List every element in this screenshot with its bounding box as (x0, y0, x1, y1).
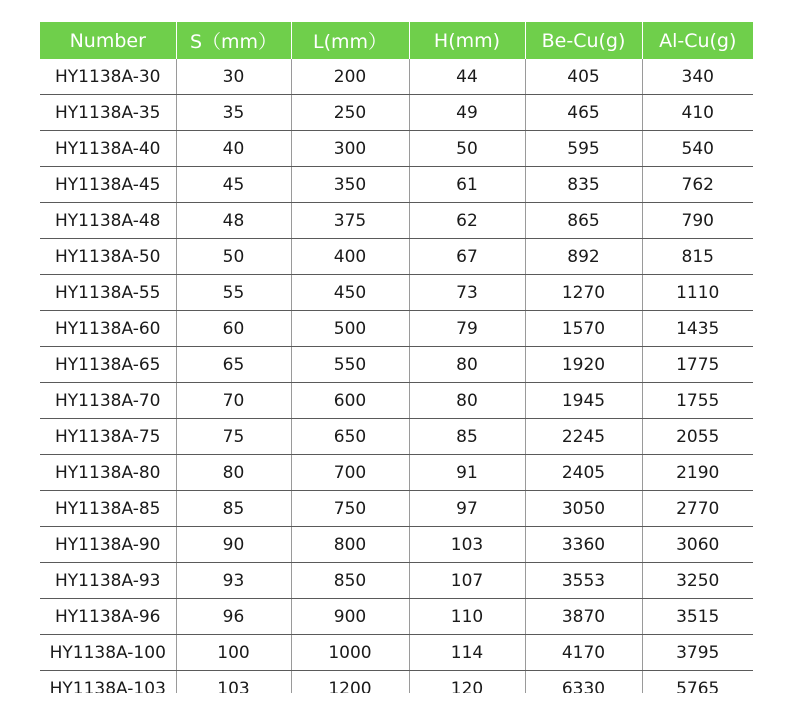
table-row (40, 275, 753, 311)
cell-h: 80 (409, 383, 525, 419)
cell-number: HY1138A-96 (40, 599, 176, 635)
header-row (40, 22, 753, 59)
cell-al-cu: 5765 (642, 671, 753, 694)
cell-number: HY1138A-75 (40, 419, 176, 455)
table-row (40, 167, 753, 203)
table-row (40, 419, 753, 455)
cell-al-cu: 2770 (642, 491, 753, 527)
cell-al-cu: 340 (642, 59, 753, 95)
cell-s: 96 (176, 599, 291, 635)
cell-s: 48 (176, 203, 291, 239)
cell-be-cu: 4170 (525, 635, 642, 671)
cell-number: HY1138A-50 (40, 239, 176, 275)
cell-number: HY1138A-55 (40, 275, 176, 311)
cell-l: 400 (291, 239, 409, 275)
table-row (40, 563, 753, 599)
cell-number: HY1138A-40 (40, 131, 176, 167)
cell-s: 45 (176, 167, 291, 203)
header-be-cu: Be-Cu(g) (525, 22, 642, 59)
cell-number: HY1138A-80 (40, 455, 176, 491)
cell-number: HY1138A-85 (40, 491, 176, 527)
cell-s: 65 (176, 347, 291, 383)
cell-h: 62 (409, 203, 525, 239)
table-row (40, 383, 753, 419)
cell-s: 93 (176, 563, 291, 599)
cell-l: 200 (291, 59, 409, 95)
cell-al-cu: 3250 (642, 563, 753, 599)
cell-s: 103 (176, 671, 291, 694)
cell-h: 103 (409, 527, 525, 563)
cell-h: 91 (409, 455, 525, 491)
table-header (40, 22, 753, 59)
cell-number: HY1138A-48 (40, 203, 176, 239)
cell-al-cu: 3795 (642, 635, 753, 671)
cell-al-cu: 790 (642, 203, 753, 239)
cell-h: 44 (409, 59, 525, 95)
cell-h: 85 (409, 419, 525, 455)
table-row (40, 347, 753, 383)
cell-al-cu: 1435 (642, 311, 753, 347)
cell-s: 35 (176, 95, 291, 131)
header-h-mm: H(mm) (409, 22, 525, 59)
cell-l: 850 (291, 563, 409, 599)
cell-al-cu: 540 (642, 131, 753, 167)
table-row (40, 95, 753, 131)
table-row (40, 671, 753, 694)
cell-l: 750 (291, 491, 409, 527)
table-row (40, 59, 753, 95)
cell-be-cu: 6330 (525, 671, 642, 694)
table-row (40, 239, 753, 275)
cell-number: HY1138A-60 (40, 311, 176, 347)
cell-al-cu: 1775 (642, 347, 753, 383)
cell-be-cu: 865 (525, 203, 642, 239)
cell-al-cu: 3515 (642, 599, 753, 635)
cell-l: 250 (291, 95, 409, 131)
cell-s: 100 (176, 635, 291, 671)
header-s-mm: S（mm） (176, 22, 291, 59)
cell-h: 97 (409, 491, 525, 527)
cell-s: 55 (176, 275, 291, 311)
cell-l: 350 (291, 167, 409, 203)
cell-h: 110 (409, 599, 525, 635)
cell-number: HY1138A-70 (40, 383, 176, 419)
cell-be-cu: 3050 (525, 491, 642, 527)
cell-h: 49 (409, 95, 525, 131)
cell-number: HY1138A-45 (40, 167, 176, 203)
cell-l: 500 (291, 311, 409, 347)
header-l-mm: L(mm） (291, 22, 409, 59)
table-row (40, 455, 753, 491)
spec-table (40, 22, 753, 693)
cell-be-cu: 2405 (525, 455, 642, 491)
cell-s: 70 (176, 383, 291, 419)
cell-be-cu: 3870 (525, 599, 642, 635)
cell-s: 30 (176, 59, 291, 95)
cell-number: HY1138A-93 (40, 563, 176, 599)
cell-h: 79 (409, 311, 525, 347)
cell-l: 450 (291, 275, 409, 311)
cell-l: 900 (291, 599, 409, 635)
cell-h: 73 (409, 275, 525, 311)
cell-number: HY1138A-35 (40, 95, 176, 131)
cell-al-cu: 410 (642, 95, 753, 131)
cell-be-cu: 2245 (525, 419, 642, 455)
table-row (40, 527, 753, 563)
cell-al-cu: 2055 (642, 419, 753, 455)
cell-be-cu: 595 (525, 131, 642, 167)
cell-be-cu: 1270 (525, 275, 642, 311)
cell-l: 550 (291, 347, 409, 383)
cell-be-cu: 1570 (525, 311, 642, 347)
cell-be-cu: 465 (525, 95, 642, 131)
header-al-cu: Al-Cu(g) (642, 22, 753, 59)
table-row (40, 491, 753, 527)
cell-s: 40 (176, 131, 291, 167)
cell-al-cu: 815 (642, 239, 753, 275)
cell-s: 50 (176, 239, 291, 275)
cell-s: 75 (176, 419, 291, 455)
cell-h: 114 (409, 635, 525, 671)
cell-h: 120 (409, 671, 525, 694)
header-number: Number (40, 22, 176, 59)
cell-be-cu: 3360 (525, 527, 642, 563)
cell-h: 50 (409, 131, 525, 167)
cell-be-cu: 835 (525, 167, 642, 203)
cell-al-cu: 2190 (642, 455, 753, 491)
cell-number: HY1138A-65 (40, 347, 176, 383)
cell-h: 107 (409, 563, 525, 599)
cell-l: 375 (291, 203, 409, 239)
spec-table-container (40, 22, 753, 693)
cell-l: 700 (291, 455, 409, 491)
cell-l: 300 (291, 131, 409, 167)
cell-h: 61 (409, 167, 525, 203)
cell-l: 650 (291, 419, 409, 455)
cell-h: 67 (409, 239, 525, 275)
cell-al-cu: 762 (642, 167, 753, 203)
cell-number: HY1138A-103 (40, 671, 176, 694)
cell-be-cu: 892 (525, 239, 642, 275)
cell-be-cu: 405 (525, 59, 642, 95)
cell-number: HY1138A-100 (40, 635, 176, 671)
cell-number: HY1138A-90 (40, 527, 176, 563)
cell-al-cu: 1110 (642, 275, 753, 311)
table-body (40, 59, 753, 693)
table-row (40, 311, 753, 347)
cell-s: 90 (176, 527, 291, 563)
cell-s: 60 (176, 311, 291, 347)
table-row (40, 203, 753, 239)
cell-l: 800 (291, 527, 409, 563)
cell-l: 1000 (291, 635, 409, 671)
cell-h: 80 (409, 347, 525, 383)
cell-al-cu: 3060 (642, 527, 753, 563)
cell-al-cu: 1755 (642, 383, 753, 419)
table-row (40, 599, 753, 635)
cell-l: 600 (291, 383, 409, 419)
cell-be-cu: 1920 (525, 347, 642, 383)
table-row (40, 131, 753, 167)
cell-s: 85 (176, 491, 291, 527)
cell-number: HY1138A-30 (40, 59, 176, 95)
cell-s: 80 (176, 455, 291, 491)
cell-be-cu: 3553 (525, 563, 642, 599)
cell-be-cu: 1945 (525, 383, 642, 419)
cell-l: 1200 (291, 671, 409, 694)
table-row (40, 635, 753, 671)
